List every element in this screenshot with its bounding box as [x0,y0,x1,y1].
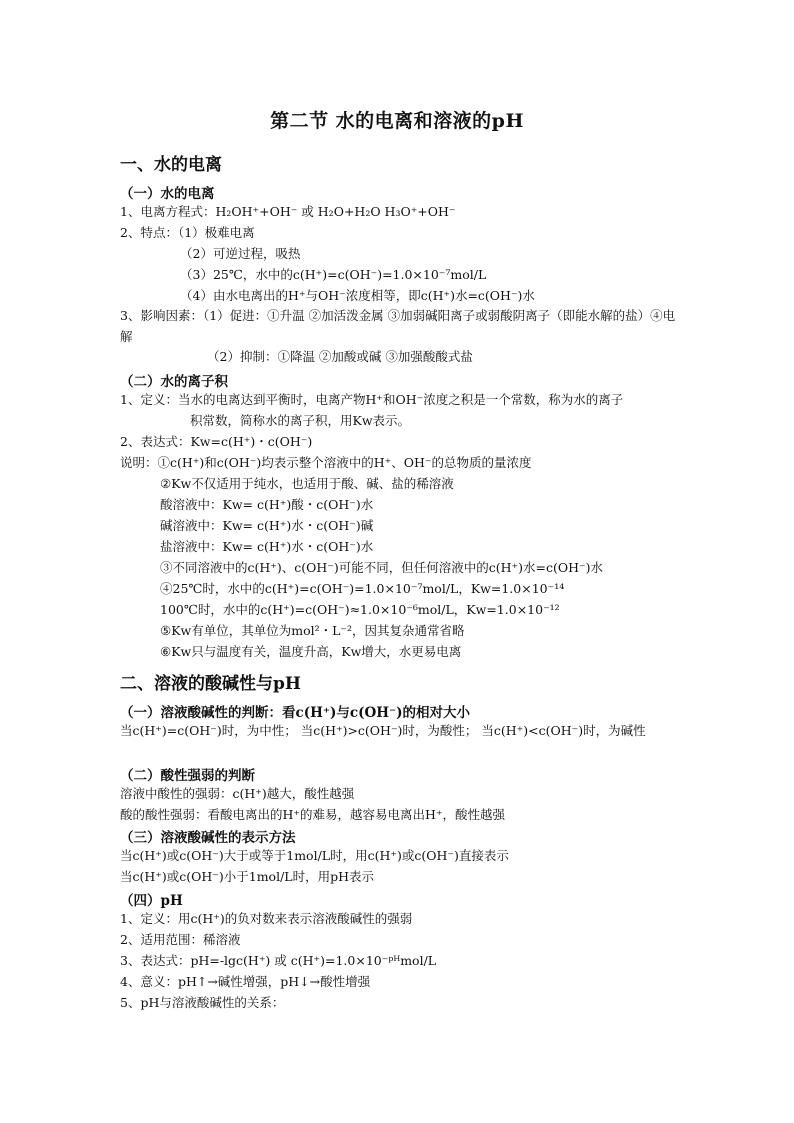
text-line: （4）由水电离出的H⁺与OH⁻浓度相等，即c(H⁺)水=c(OH⁻)水 [180,288,535,303]
text-line: ②Kw不仅适用于纯水，也适用于酸、碱、盐的稀溶液 [160,476,454,491]
page-title: 第二节 水的电离和溶液的pH [270,110,524,132]
text-line: （2）抑制：①降温 ②加酸或碱 ③加强酸酸式盐 [207,349,473,364]
text-line: 2、表达式：Kw=c(H⁺)・c(OH⁻) [120,434,313,449]
subsection-heading-acid-strength: （二）酸性强弱的判断 [120,768,255,784]
text-line: 当c(H⁺)或c(OH⁻)小于1mol/L时，用pH表示 [120,869,374,884]
text-line: ⑥Kw只与温度有关，温度升高，Kw增大，水更易电离 [160,644,462,659]
text-line: ③不同溶液中的c(H⁺)、c(OH⁻)可能不同，但任何溶液中的c(H⁺)水=c(OH⁻)水 [160,560,603,575]
text-line: 说明：①c(H⁺)和c(OH⁻)均表示整个溶液中的H⁺、OH⁻的总物质的量浓度 [120,455,532,470]
text-line: ⑤Kw有单位，其单位为mol²・L⁻²，因其复杂通常省略 [160,623,465,638]
text-line: 酸溶液中：Kw= c(H⁺)酸・c(OH⁻)水 [160,497,374,512]
section-heading-acidity-ph: 二、溶液的酸碱性与pH [120,674,301,694]
text-line: 盐溶液中：Kw= c(H⁺)水・c(OH⁻)水 [160,539,374,554]
text-line: 积常数，简称水的离子积，用Kw表示。 [190,413,411,428]
text-line: 2、适用范围：稀溶液 [120,932,241,947]
section-heading-water-ionization: 一、水的电离 [120,155,222,175]
text-line: 当c(H⁺)或c(OH⁻)大于或等于1mol/L时，用c(H⁺)或c(OH⁻)直接表示 [120,848,509,863]
text-line: 1、定义：当水的电离达到平衡时，电离产物H⁺和OH⁻浓度之积是一个常数，称为水的离子 [120,392,624,407]
subsection-heading-representation: （三）溶液酸碱性的表示方法 [120,830,296,846]
text-line: 1、电离方程式：H₂OH⁺+OH⁻ 或 H₂O+H₂O H₃O⁺+OH⁻ [120,204,456,219]
text-line: 5、pH与溶液酸碱性的关系： [120,995,285,1010]
text-paragraph: 3、影响因素：（1）促进：①升温 ②加活泼金属 ③加弱碱阳离子或弱酸阴离子（即能水解的盐）④电解 [120,308,676,344]
subsection-heading-ion-product: （二）水的离子积 [120,374,228,390]
text-line: 100℃时，水中的c(H⁺)=c(OH⁻)≈1.0×10⁻⁶mol/L，Kw=1.0×10⁻¹² [160,602,560,617]
text-line: 酸的酸性强弱：看酸电离出的H⁺的难易，越容易电离出H⁺，酸性越强 [120,807,505,822]
text-line: 1、定义：用c(H⁺)的负对数来表示溶液酸碱性的强弱 [120,911,413,926]
subsection-heading-water-ionization: （一）水的电离 [120,186,215,202]
text-line: 碱溶液中：Kw= c(H⁺)水・c(OH⁻)碱 [160,518,374,533]
text-line: ④25℃时，水中的c(H⁺)=c(OH⁻)=1.0×10⁻⁷mol/L，Kw=1.0×10⁻¹⁴ [160,581,565,596]
subsection-heading-acidity-judgement: （一）溶液酸碱性的判断：看c(H⁺)与c(OH⁻)的相对大小 [120,705,471,721]
subsection-heading-ph: （四）pH [120,893,183,909]
text-line: （3）25℃，水中的c(H⁺)=c(OH⁻)=1.0×10⁻⁷mol/L [180,267,487,282]
text-paragraph: 当c(H⁺)=c(OH⁻)时，为中性； 当c(H⁺)>c(OH⁻)时，为酸性； 当c(H⁺)<c(OH⁻)时，为碱性 [120,723,646,738]
text-line: 2、特点：（1）极难电离 [120,225,255,240]
text-line: 3、表达式：pH=-lgc(H⁺) 或 c(H⁺)=1.0×10⁻ᵖᴴmol/L [120,953,437,968]
text-line: （2）可逆过程，吸热 [180,246,301,261]
text-line: 4、意义：pH↑→碱性增强，pH↓→酸性增强 [120,974,371,989]
text-line: 溶液中酸性的强弱：c(H⁺)越大，酸性越强 [120,786,355,801]
